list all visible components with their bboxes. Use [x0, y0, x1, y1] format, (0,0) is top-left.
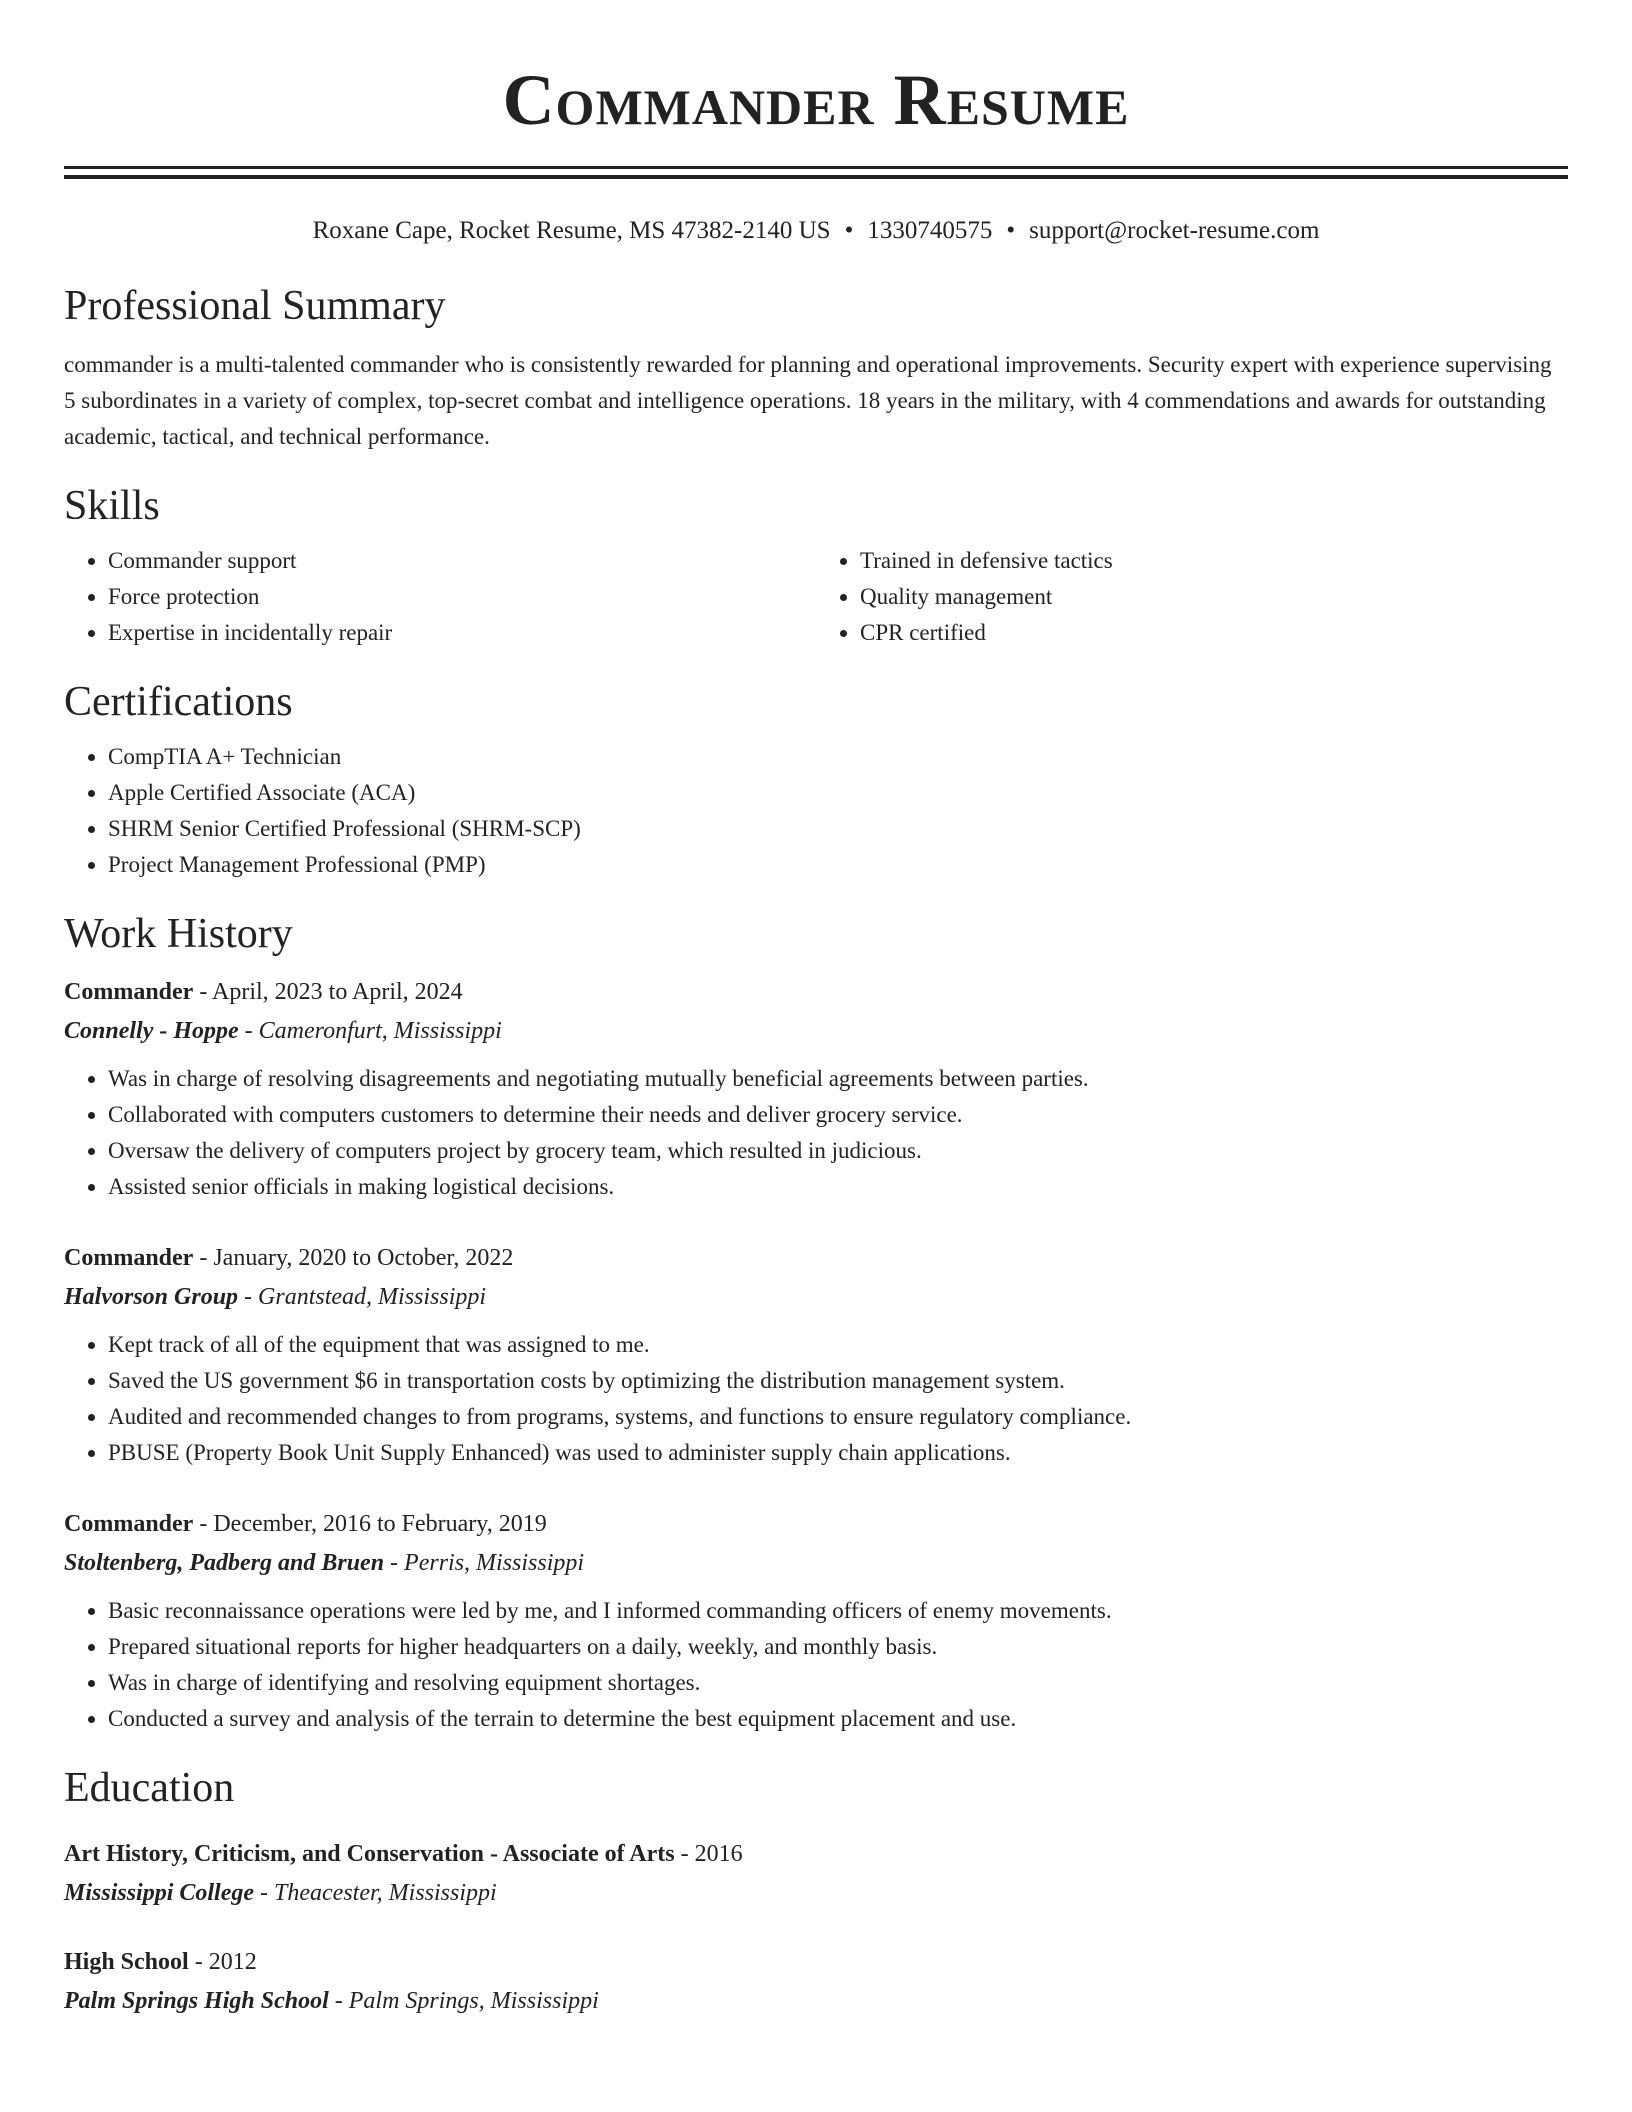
education-year: 2012: [208, 1949, 257, 1975]
education-entry: [64, 1835, 1568, 1913]
skill-item: • Commander support: [108, 543, 816, 579]
education-school: Palm Springs High School: [64, 1988, 329, 2014]
job-bullets: [64, 1061, 1568, 1205]
title-divider-bottom: [64, 175, 1568, 179]
job-location: Cameronfurt, Mississippi: [258, 1018, 502, 1044]
job-location: Perris, Mississippi: [404, 1550, 585, 1576]
job-bullet: • Basic reconnaissance operations were led by me, and I informed commanding officers of enemy movements.: [108, 1593, 1568, 1629]
summary-text: commander is a multi-talented commander who is consistently rewarded for planning and operational improvements. Security expert with experience supervising 5 subordinates in a variety of complex, top-secret combat and intelligence operations. 18 years in the military, with 4 commendations and awards for outstanding academic, tactical, and technical performance.: [64, 352, 1552, 449]
certifications-heading: Certifications: [64, 679, 293, 725]
skills-grid: [64, 543, 1568, 651]
job-entry: [64, 1505, 1568, 1737]
job-entry: [64, 973, 1568, 1205]
certification-item: • Project Management Professional (PMP): [108, 847, 1568, 883]
job-company-line: Halvorson Group - Grantstead, Mississippi: [64, 1284, 487, 1310]
job-bullet: • Kept track of all of the equipment that was assigned to me.: [108, 1327, 1568, 1363]
skill-item: • Quality management: [860, 579, 1568, 615]
job-bullet: • Audited and recommended changes to from programs, systems, and functions to ensure regulatory compliance.: [108, 1399, 1568, 1435]
education-school-line: Palm Springs High School - Palm Springs, Mississippi: [64, 1988, 599, 2014]
job-company: Stoltenberg, Padberg and Bruen: [64, 1550, 385, 1576]
education-degree-line: Art History, Criticism, and Conservation - Associate of Arts - 2016: [64, 1841, 743, 1867]
job-location: Grantstead, Mississippi: [258, 1284, 487, 1310]
job-title: Commander: [64, 1245, 194, 1271]
contact-line: [64, 215, 1568, 247]
certifications-list: [64, 739, 1568, 883]
job-bullet: • Conducted a survey and analysis of the terrain to determine the best equipment placement and use.: [108, 1701, 1568, 1737]
job-bullet: • Was in charge of identifying and resolving equipment shortages.: [108, 1665, 1568, 1701]
contact-phone: 1330740575: [867, 217, 993, 244]
job-bullet: • PBUSE (Property Book Unit Supply Enhanced) was used to administer supply chain applications.: [108, 1435, 1568, 1471]
job-company-line: Connelly - Hoppe - Cameronfurt, Mississippi: [64, 1018, 502, 1044]
job-bullet: • Collaborated with computers customers to determine their needs and deliver grocery service.: [108, 1097, 1568, 1133]
skills-list-right: [816, 543, 1568, 651]
job-company: Halvorson Group: [64, 1284, 239, 1310]
skills-list-left: [64, 543, 816, 651]
job-entry: [64, 1239, 1568, 1471]
education-location: Palm Springs, Mississippi: [348, 1988, 599, 2014]
skills-heading: Skills: [64, 483, 160, 529]
job-bullet: • Saved the US government $6 in transportation costs by optimizing the distribution management system.: [108, 1363, 1568, 1399]
skill-item: • CPR certified: [860, 615, 1568, 651]
job-bullet: • Assisted senior officials in making logistical decisions.: [108, 1169, 1568, 1205]
job-company-line: Stoltenberg, Padberg and Bruen - Perris, Mississippi: [64, 1550, 585, 1576]
job-title: Commander: [64, 979, 194, 1005]
job-dates: December, 2016 to February, 2019: [213, 1511, 547, 1537]
contact-address: Roxane Cape, Rocket Resume, MS 47382-2140 US: [312, 217, 831, 244]
education-heading: Education: [64, 1765, 235, 1811]
education-location: Theacester, Mississippi: [274, 1880, 497, 1906]
job-title-line: Commander - January, 2020 to October, 2022: [64, 1245, 514, 1271]
job-bullet: • Oversaw the delivery of computers project by grocery team, which resulted in judicious.: [108, 1133, 1568, 1169]
skill-item: • Expertise in incidentally repair: [108, 615, 816, 651]
education-school: Mississippi College: [64, 1880, 255, 1906]
contact-separator: •: [844, 217, 854, 244]
work-history-heading: Work History: [64, 911, 293, 957]
education-entry: [64, 1943, 1568, 2021]
education-school-line: Mississippi College - Theacester, Mississippi: [64, 1880, 497, 1906]
job-company: Connelly - Hoppe: [64, 1018, 239, 1044]
education-degree: Art History, Criticism, and Conservation - Associate of Arts: [64, 1841, 675, 1867]
skill-item: • Trained in defensive tactics: [860, 543, 1568, 579]
job-dates: January, 2020 to October, 2022: [213, 1245, 514, 1271]
title-divider-top: [64, 166, 1568, 169]
resume-title: Commander Resume: [502, 60, 1130, 140]
education-year: 2016: [694, 1841, 743, 1867]
job-title: Commander: [64, 1511, 194, 1537]
contact-email[interactable]: support@rocket-resume.com: [1029, 217, 1320, 244]
job-title-line: Commander - April, 2023 to April, 2024: [64, 979, 463, 1005]
certification-item: • CompTIA A+ Technician: [108, 739, 1568, 775]
education-degree-line: High School - 2012: [64, 1949, 257, 1975]
skill-item: • Force protection: [108, 579, 816, 615]
job-bullets: [64, 1593, 1568, 1737]
certification-item: • Apple Certified Associate (ACA): [108, 775, 1568, 811]
certification-item: • SHRM Senior Certified Professional (SHRM-SCP): [108, 811, 1568, 847]
job-title-line: Commander - December, 2016 to February, 2019: [64, 1511, 547, 1537]
job-bullet: • Was in charge of resolving disagreements and negotiating mutually beneficial agreements between parties.: [108, 1061, 1568, 1097]
education-degree: High School: [64, 1949, 189, 1975]
summary-heading: Professional Summary: [64, 283, 446, 329]
contact-separator: •: [1006, 217, 1016, 244]
job-bullets: [64, 1327, 1568, 1471]
job-bullet: • Prepared situational reports for higher headquarters on a daily, weekly, and monthly basis.: [108, 1629, 1568, 1665]
job-dates: April, 2023 to April, 2024: [212, 979, 463, 1005]
